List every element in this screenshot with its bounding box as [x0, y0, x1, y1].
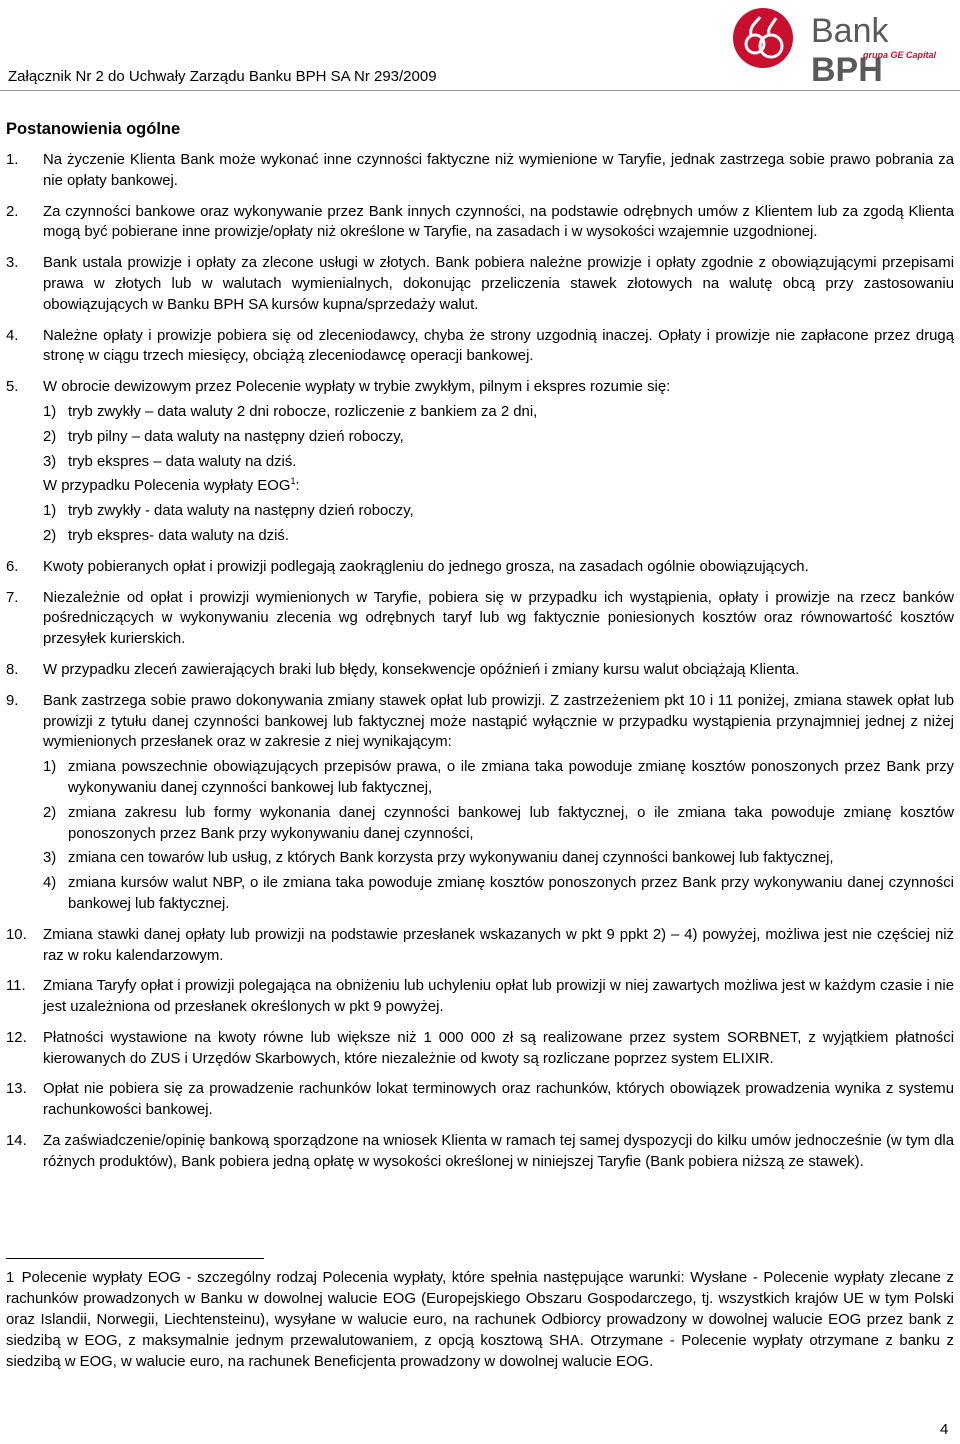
list-item: 1. Na życzenie Klienta Bank może wykonać inne czynności faktyczne niż wymienione w Taryfie, jednak zastrzega sobie prawo pobrania za nie opłaty bankowej. — [6, 152, 954, 189]
sub-list-item: 2) tryb ekspres- data waluty na dziś. — [43, 527, 289, 544]
footnote-divider — [6, 1258, 264, 1259]
list-item: 12. Płatności wystawione na kwoty równe lub większe niż 1 000 000 zł są realizowane przez system SORBNET, z wyjątkiem płatności kierowanych do ZUS i Urzędów Skarbowych, które niezależnie od kwoty są rozliczane poprzez system ELIXIR. — [6, 1029, 954, 1067]
sub-list-item: 1) tryb zwykły – data waluty 2 dni robocze, rozliczenie z bankiem za 2 dni, — [43, 403, 538, 420]
list-item: 8. W przypadku zleceń zawierających braki lub błędy, konsekwencje opóźnień i zmiany kursu walut obciążają Klienta. — [6, 661, 800, 678]
list-item: 7. Niezależnie od opłat i prowizji wymienionych w Taryfie, pobiera się w przypadku ich wystąpienia, opłaty i prowizje na rzecz banków pośredniczących w wykonywaniu zlecenia wg odrębnych taryf lub wg faktycznie poniesionych kosztów oraz równowartość kosztów przesyłek kurierskich. — [6, 589, 954, 648]
sub-list-item: 1) zmiana powszechnie obowiązujących przepisów prawa, o ile zmiana taka powoduje zmianę kosztów ponoszonych przez Bank przy wykonywaniu danej czynności bankowej lub faktycznej, — [43, 759, 954, 796]
list-item: 4. Należne opłaty i prowizje pobiera się od zleceniodawcy, chyba że strony uzgodnią inaczej. Opłaty i prowizje nie zapłacone przez drugą stronę w ciągu trzech miesięcy, obciążą zleceniodawcę operacji bankowej. — [6, 327, 954, 365]
eog-paragraph: W przypadku Polecenia wypłaty EOG$^1$: — [43, 476, 300, 495]
list-item: 14. Za zaświadczenie/opinię bankową sporządzone na wniosek Klienta w ramach tej samej dyspozycji do kilku umów jednocześnie (w tym dla różnych produktów), Bank pobiera jedną opłatę w wysokości określonej w niniejszej Taryfie (Bank pobiera niższą ze stawek). — [6, 1133, 954, 1170]
document-body — [6, 118, 954, 1183]
page-number: 4 — [940, 1421, 949, 1438]
footnote-ref: 1 — [290, 476, 296, 487]
footnote-text: Polecenie wypłaty EOG - szczególny rodzaj Polecenia wypłaty, które spełnia następujące warunki: Wysłane - Polecenie wypłaty zlecane z rachunków prowadzonych w Banku w dowolnej walucie EOG (Europejskiego Obszaru Gospodarczego, tj. wszystkich krajów UE w tym Polski oraz Islandii, Norwegii, Liechtensteinu), wysyłane w walucie euro, na rachunek Odbiorcy prowadzony w dowolnej walucie EOG przez bank z siedzibą w EOG, z maksymalnie jednym przewalutowaniem, z opcją kosztową SHA. Otrzymane - Polecenie wypłaty otrzymane z banku z siedzibą w EOG, w walucie euro, na rachunek Beneficjenta prowadzony w dowolnej walucie EOG. — [6, 1270, 954, 1370]
document-reference: Załącznik Nr 2 do Uchwały Zarządu Banku BPH SA Nr 293/2009 — [8, 68, 437, 85]
list-item: 13. Opłat nie pobiera się za prowadzenie rachunków lokat terminowych oraz rachunków, których obowiązek prowadzenia wynika z systemu rachunkowości bankowej. — [6, 1081, 954, 1119]
list-item: 9. Bank zastrzega sobie prawo dokonywania zmiany stawek opłat lub prowizji. Z zastrzeżeniem pkt 10 i 11 poniżej, zmiana stawek opłat lub prowizji z tytułu danej czynności bankowej lub faktycznej może nastąpić wyłącznie w przypadku wystąpienia przynajmniej jednej z niżej wymienionych przesłanek oraz w zakresie z niej wynikającym: 1) zmiana powszechnie obowiązujących przepisów prawa, o ile zmiana taka powoduje zmianę kosztów ponoszonych przez Bank przy wykonywaniu danej czynności bankowej lub faktycznej, 2) zmiana zakresu lub formy wykonania danej czynności bankowej lub faktycznej, o ile zmiana taka powoduje zmianę kosztów ponoszonych przez Bank przy wykonywaniu danej czynności, 3) zmiana cen towarów lub usług, z których Bank korzysta przy wykonywaniu danej czynności bankowej lub faktycznej, 4) zmiana kursów walut NBP, o ile zmiana taka powoduje zmianę kosztów ponoszonych przez Bank przy wykonywaniu danej czynności bankowej lub faktycznej. — [6, 691, 954, 915]
sub-list-item: 3) zmiana cen towarów lub usług, z których Bank korzysta przy wykonywaniu danej czynności bankowej lub faktycznej, — [43, 850, 834, 867]
header-divider — [0, 90, 960, 91]
sub-list-item: 2) zmiana zakresu lub formy wykonania danej czynności bankowej lub faktycznej, o ile zmiana taka powoduje zmianę kosztów ponoszonych przez Bank przy wykonywaniu danej czynności, — [43, 804, 954, 842]
logo-wordmark: Bank BPH — [811, 12, 889, 89]
list-item: 3. Bank ustala prowizje i opłaty za zlecone usługi w złotych. Bank pobiera należne prowizje i opłaty zgodnie z obowiązującymi przepisami prawa w złotych lub w walutach wymienialnych, dokonując przeliczenia stawek złotowych na walutę obcą przy zastosowaniu obowiązujących w Banku BPH SA kursów kupna/sprzedaży walut. — [6, 255, 954, 313]
footnote-number: 1 — [6, 1270, 15, 1286]
footnote — [6, 1268, 954, 1373]
logo-subtitle: grupa GE Capital — [863, 50, 937, 60]
sub-list-item: 2) tryb pilny – data waluty na następny dzień roboczy, — [43, 428, 404, 445]
section-title: Postanowienia ogólne — [6, 120, 181, 138]
list-item: 10. Zmiana stawki danej opłaty lub prowizji na podstawie przesłanek wskazanych w pkt 9 ppkt 2) – 4) powyżej, możliwa jest nie częściej niż raz w roku kalendarzowym. — [6, 926, 954, 964]
page-header — [0, 0, 960, 92]
list-item: 2. Za czynności bankowe oraz wykonywanie przez Bank innych czynności, na podstawie odrębnych umów z Klientem lub za zgodą Klienta mogą być pobierane inne prowizje/opłaty niż określone w Taryfie, na zasadach i w wysokości wzajemnie uzgodnionej. — [6, 203, 954, 241]
sub-list-item: 3) tryb ekspres – data waluty na dziś. — [43, 453, 297, 470]
sub-list-item: 1) tryb zwykły - data waluty na następny dzień roboczy, — [43, 503, 414, 520]
sub-list-item: 4) zmiana kursów walut NBP, o ile zmiana taka powoduje zmianę kosztów ponoszonych przez Bank przy wykonywaniu danej czynności bankowej lub faktycznej. — [43, 875, 954, 912]
list-item: 5. W obrocie dewizowym przez Polecenie wypłaty w trybie zwykłym, pilnym i ekspres rozumie się: 1) tryb zwykły – data waluty 2 dni robocze, rozliczenie z bankiem za 2 dni, 2) tryb pilny – data waluty na następny dzień roboczy, 3) tryb ekspres – data waluty na dziś. W przypadku Polecenia wypłaty EOG$^1$: 1) tryb zwykły - data waluty na następny dzień roboczy, 2) tryb ekspres- data waluty na dziś. — [6, 377, 954, 547]
bank-bph-logo-mark-icon — [733, 4, 807, 72]
bank-bph-logo — [733, 4, 959, 89]
list-item: 11. Zmiana Taryfy opłat i prowizji polegająca na obniżeniu lub uchyleniu opłat lub prowizji w niej zawartych możliwa jest w każdym czasie i nie jest uzależniona od przesłanek określonych w pkt 9 powyżej. — [6, 978, 954, 1016]
list-item: 6. Kwoty pobieranych opłat i prowizji podlegają zaokrągleniu do jednego grosza, na zasadach ogólnie obowiązujących. — [6, 558, 809, 575]
